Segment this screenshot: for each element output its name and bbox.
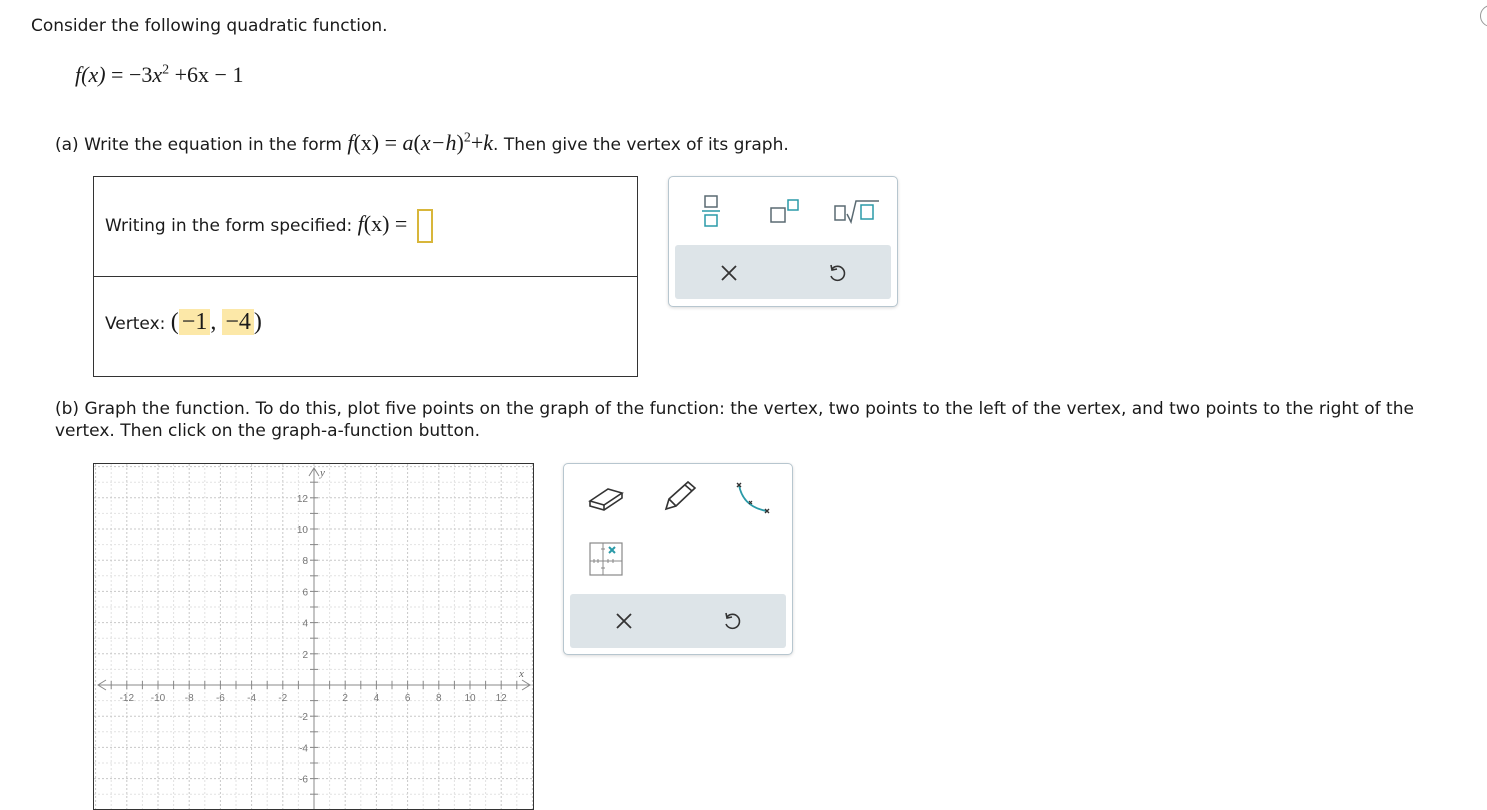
form-a: a: [402, 130, 414, 155]
vertex-paren-close: ): [253, 309, 262, 335]
function-exp: 2: [162, 62, 170, 78]
x-tick-label: -12: [119, 693, 135, 704]
y-tick-label: -6: [299, 774, 308, 786]
math-palette: [668, 176, 898, 307]
form-inner: x−h: [420, 130, 457, 155]
edge-partial-icon[interactable]: [1480, 5, 1487, 27]
y-axis-label: y: [320, 467, 325, 479]
y-tick-label: 2: [302, 649, 308, 661]
answer-eq: =: [394, 211, 408, 236]
part-b-text: Graph the function. To do this, plot five points on the graph of the function: the vertex, two points to the left of the vertex, and two points to the right of the vertex. Then click on the graph-a-function button.: [55, 399, 1414, 441]
form-plus: +: [470, 130, 484, 155]
form-paren-close: ): [456, 130, 464, 155]
x-tick-label: 6: [404, 693, 411, 704]
clear-icon[interactable]: [709, 257, 749, 289]
x-tick-label: -2: [278, 693, 288, 704]
graph-undo-icon[interactable]: [712, 605, 752, 637]
vertex-answer-line: [105, 309, 262, 336]
part-b-prompt: [55, 398, 1435, 442]
x-tick-label: -6: [215, 693, 225, 704]
y-tick-label: 12: [296, 493, 308, 505]
superscript-icon[interactable]: [765, 191, 805, 231]
part-a-prompt: [55, 130, 789, 156]
y-tick-label: 4: [302, 618, 308, 630]
function-rest: +6x − 1: [174, 62, 244, 87]
answer-x: (x): [363, 211, 390, 236]
y-tick-label: -2: [299, 712, 308, 724]
graph-palette-action-bar: [570, 594, 786, 648]
vertex-y-input[interactable]: −4: [222, 309, 254, 335]
undo-icon[interactable]: [817, 257, 857, 289]
x-axis-label: x: [519, 668, 524, 680]
form-answer-label: Writing in the form specified:: [105, 216, 353, 236]
eraser-icon[interactable]: [582, 476, 630, 518]
graph-svg[interactable]: [94, 464, 533, 809]
function-lhs: f(x): [75, 62, 106, 87]
y-tick-label: 10: [296, 525, 308, 536]
function-a: −3: [128, 62, 153, 87]
part-b-label: (b): [55, 399, 80, 419]
x-tick-label: 4: [373, 693, 380, 704]
form-eq: =: [384, 130, 398, 155]
function-expression: [75, 62, 243, 88]
pencil-icon[interactable]: [656, 476, 704, 518]
vertex-label: Vertex:: [105, 314, 166, 334]
x-tick-label: -4: [247, 693, 257, 704]
y-tick-label: -4: [299, 743, 308, 755]
graph-clear-icon[interactable]: [604, 605, 644, 637]
part-a-text-before: Write the equation in the form: [84, 135, 342, 155]
vertex-comma: ,: [210, 309, 217, 335]
form-f: f: [347, 130, 354, 155]
form-answer-line: [105, 209, 433, 243]
graph-parabola-icon[interactable]: [728, 476, 778, 518]
graph-area[interactable]: [93, 463, 534, 810]
vertex-paren-open: (: [170, 309, 179, 335]
answer-f: f: [357, 211, 364, 236]
vertex-x-input[interactable]: −1: [179, 309, 211, 335]
part-a-label: (a): [55, 135, 79, 155]
vertex-answer-row: [94, 277, 637, 376]
form-x: (x): [353, 130, 380, 155]
fraction-icon[interactable]: [693, 191, 729, 231]
form-k: k: [483, 130, 494, 155]
x-tick-label: 12: [495, 693, 507, 704]
graph-tools-palette: [563, 463, 793, 655]
part-a-text-after: . Then give the vertex of its graph.: [493, 135, 789, 155]
x-tick-label: 2: [342, 693, 348, 704]
x-tick-label: 10: [464, 693, 476, 704]
intro-text: Consider the following quadratic function.: [31, 16, 388, 36]
form-paren-open: (: [413, 130, 421, 155]
y-tick-label: 6: [302, 587, 308, 599]
form-exp: 2: [463, 130, 471, 146]
x-tick-label: -10: [150, 693, 166, 704]
sqrt-icon[interactable]: [831, 191, 883, 231]
x-tick-label: -8: [184, 693, 194, 704]
form-answer-input[interactable]: [417, 209, 433, 243]
x-tick-label: 8: [436, 693, 442, 704]
function-var: x: [152, 62, 163, 87]
y-tick-label: 8: [302, 556, 308, 568]
point-icon[interactable]: [582, 538, 630, 580]
form-answer-row: [94, 177, 637, 277]
function-eq: =: [111, 62, 124, 87]
palette-action-bar: [675, 245, 891, 299]
vertex-form-expression: [347, 130, 493, 155]
answer-box: [93, 176, 638, 377]
